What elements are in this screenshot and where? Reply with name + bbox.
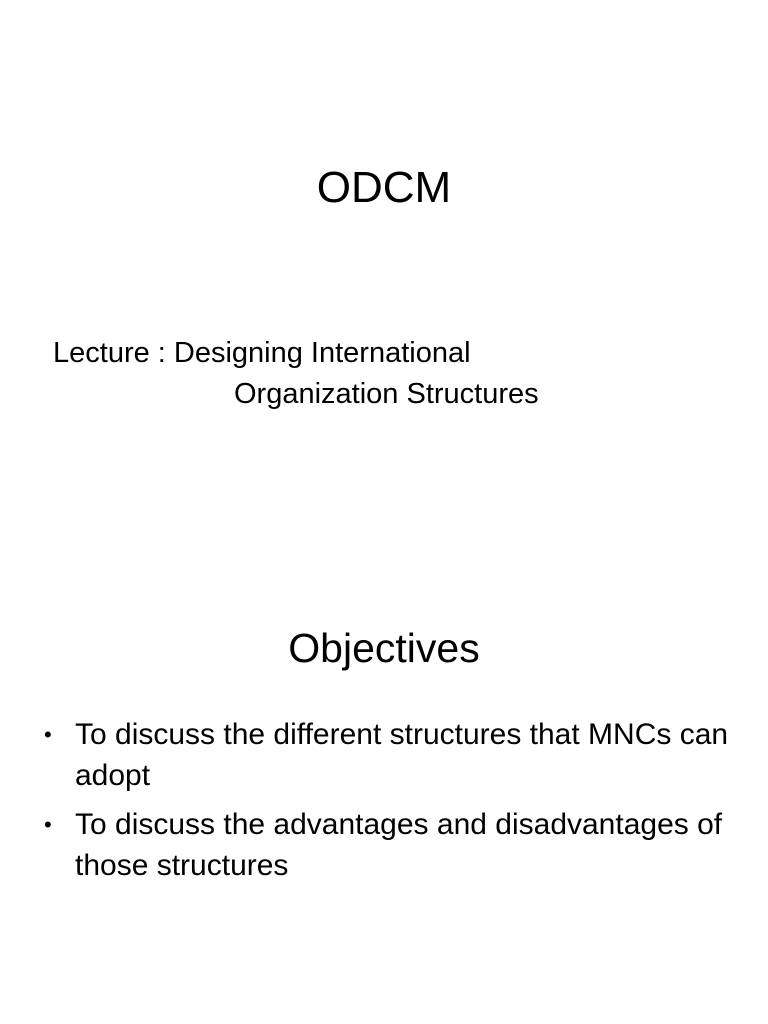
bullet-text: To discuss the advantages and disadvantages of those structures xyxy=(75,808,723,882)
bullet-dot-icon: • xyxy=(44,722,52,747)
slide-title: ODCM xyxy=(316,163,452,212)
bullet-list xyxy=(44,714,744,894)
bullet-dot-icon: • xyxy=(44,812,52,837)
bullet-item xyxy=(44,714,744,796)
bullet-text: To discuss the different structures that MNCs can adopt xyxy=(75,718,729,792)
slide-subtitle xyxy=(53,333,539,415)
subtitle-line-1: Lecture : Designing International xyxy=(53,337,471,369)
slide-title: Objectives xyxy=(288,625,480,671)
bullet-item xyxy=(44,804,744,886)
slide-2 xyxy=(0,512,768,1024)
subtitle-line-2: Organization Structures xyxy=(234,378,539,410)
